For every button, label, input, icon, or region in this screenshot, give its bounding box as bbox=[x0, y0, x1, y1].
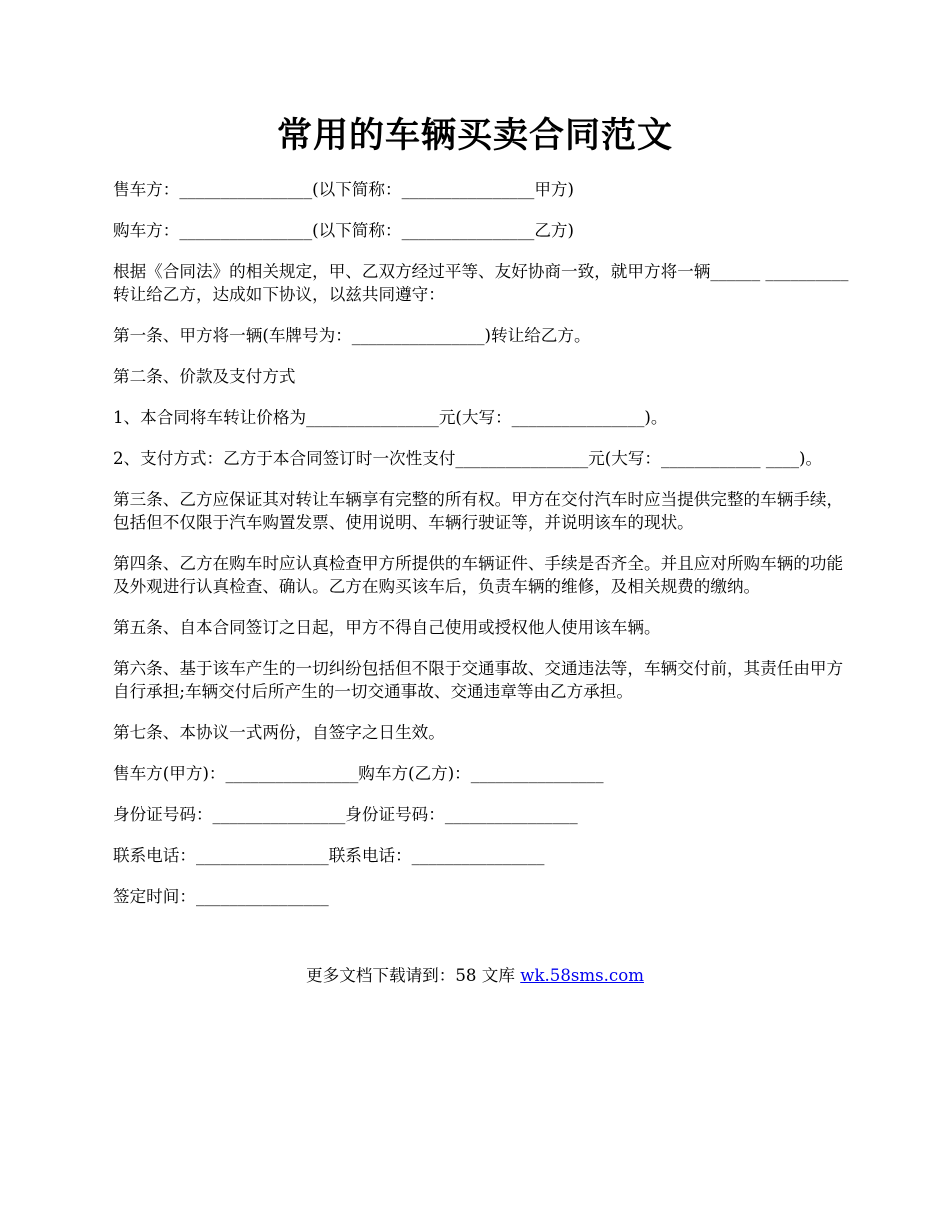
preamble-paragraph: 根据《合同法》的相关规定，甲、乙双方经过平等、友好协商一致，就甲方将一辆______ __________转让给乙方，达成如下协议，以兹共同遵守： bbox=[113, 262, 849, 304]
footer-link[interactable]: wk.58sms.com bbox=[520, 966, 644, 985]
seller-line: 售车方：________________(以下简称：________________甲方) bbox=[113, 180, 574, 199]
article-2-item-2: 2、支付方式：乙方于本合同签订时一次性支付________________元(大写：____________ ____)。 bbox=[113, 449, 823, 468]
sign-date-line: 签定时间：________________ bbox=[113, 887, 329, 906]
id-number-line: 身份证号码：________________身份证号码：________________ bbox=[113, 805, 578, 824]
signature-parties-line: 售车方(甲方)：________________购车方(乙方)：________________ bbox=[113, 764, 604, 783]
article-5: 第五条、自本合同签订之日起，甲方不得自己使用或授权他人使用该车辆。 bbox=[113, 618, 661, 637]
article-7: 第七条、本协议一式两份，自签字之日生效。 bbox=[113, 723, 445, 742]
document-title: 常用的车辆买卖合同范文 bbox=[276, 115, 673, 156]
footer-text: 更多文档下载请到：58 文库 bbox=[306, 966, 521, 985]
document-body bbox=[113, 178, 853, 926]
phone-line: 联系电话：________________联系电话：________________ bbox=[113, 846, 545, 865]
article-2-heading: 第二条、价款及支付方式 bbox=[113, 367, 296, 386]
article-4: 第四条、乙方在购车时应认真检查甲方所提供的车辆证件、手续是否齐全。并且应对所购车辆的功能及外观进行认真检查、确认。乙方在购买该车后，负责车辆的维修，及相关规费的缴纳。 bbox=[113, 554, 844, 596]
article-6: 第六条、基于该车产生的一切纠纷包括但不限于交通事故、交通违法等，车辆交付前，其责任由甲方自行承担;车辆交付后所产生的一切交通事故、交通违章等由乙方承担。 bbox=[113, 659, 844, 701]
buyer-line: 购车方：________________(以下简称：________________乙方) bbox=[113, 221, 574, 240]
article-1: 第一条、甲方将一辆(车牌号为：________________)转让给乙方。 bbox=[113, 326, 591, 345]
article-2-item-1: 1、本合同将车转让价格为________________元(大写：________________)。 bbox=[113, 408, 668, 427]
download-footer bbox=[0, 964, 950, 987]
article-3: 第三条、乙方应保证其对转让车辆享有完整的所有权。甲方在交付汽车时应当提供完整的车辆手续，包括但不仅限于汽车购置发票、使用说明、车辆行驶证等，并说明该车的现状。 bbox=[113, 490, 844, 532]
